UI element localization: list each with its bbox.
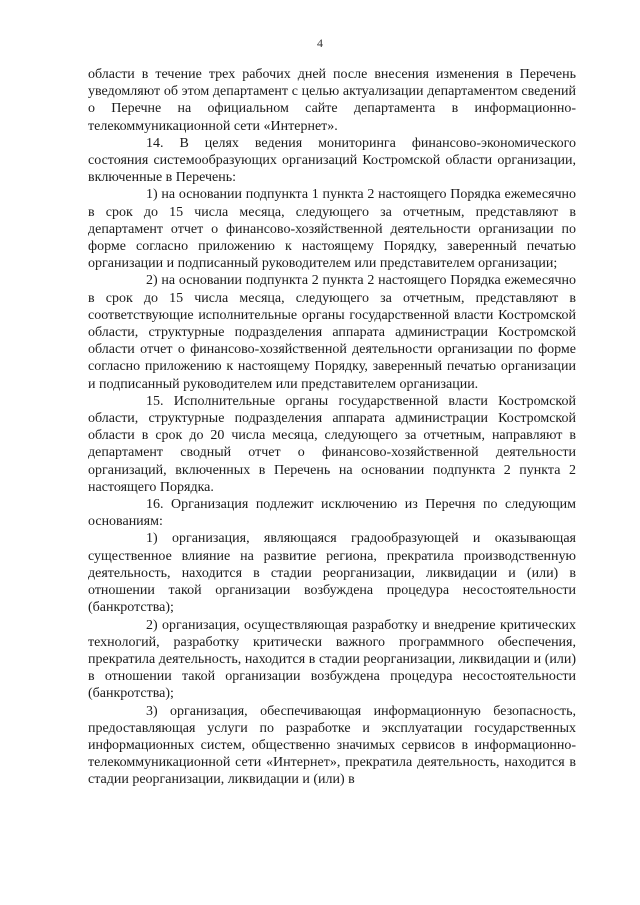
paragraph-item-14: 14. В целях ведения мониторинга финансово-экономического состояния системообразующих организаций Костромской области организации, включенные в Перечень: — [88, 135, 576, 186]
paragraph-item-16: 16. Организация подлежит исключению из Перечня по следующим основаниям: — [88, 497, 576, 530]
paragraph-continuation: области в течение трех рабочих дней после внесения изменения в Перечень уведомляют об этом департамент с целью актуализации департаментом сведений о Перечне на официальном сайте департамента в информационно-телекоммуникационной сети «Интернет». — [88, 67, 576, 134]
paragraph-item-14-2: 2) на основании подпункта 2 пункта 2 настоящего Порядка ежемесячно в срок до 15 числа месяца, следующего за отчетным, представляют в соответствующие исполнительные органы государственной власти Костромской области, структурные подразделения аппарата администрации Костромской области отчет о финансово-хозяйственной деятельности организации по форме согласно приложению к настоящему Порядку, заверенный печатью организации и подписанный руководителем или представителем организации. — [88, 273, 576, 392]
page-number: 4 — [317, 36, 323, 50]
paragraph-item-15: 15. Исполнительные органы государственной власти Костромской области, структурные подразделения аппарата администрации Костромской области в срок до 20 числа месяца, следующего за отчетным, направляют в департамент сводный отчет о финансово-хозяйственной деятельности организаций, включенных в Перечень на основании подпункта 2 пункта 2 настоящего Порядка. — [88, 393, 576, 495]
paragraph-item-16-2: 2) организация, осуществляющая разработку и внедрение критических технологий, разработку критически важного программного обеспечения, прекратила деятельность, находится в стадии реорганизации, ликвидации и (или) в отношении такой организации возбуждена процедура несостоятельности (банкротства); — [88, 617, 576, 702]
paragraph-item-14-1: 1) на основании подпункта 1 пункта 2 настоящего Порядка ежемесячно в срок до 15 числа месяца, следующего за отчетным, представляют в департамент отчет о финансово-хозяйственной деятельности организации по форме согласно приложению к настоящему Порядку, заверенный печатью организации и подписанный руководителем или представителем организации; — [88, 187, 576, 272]
paragraph-item-16-1: 1) организация, являющаяся градообразующей и оказывающая существенное влияние на развитие региона, прекратила производственную деятельность, находится в стадии реорганизации, ликвидации и (или) в отношении такой организации возбуждена процедура несостоятельности (банкротства); — [88, 531, 576, 616]
paragraph-item-16-3: 3) организация, обеспечивающая информационную безопасность, предоставляющая услуги по разработке и эксплуатации государственных информационных систем, общественно значимых сервисов в информационно-телекоммуникационной сети «Интернет», прекратила деятельность, находится в стадии реорганизации, ликвидации и (или) в — [88, 703, 576, 788]
document-body — [88, 66, 576, 789]
